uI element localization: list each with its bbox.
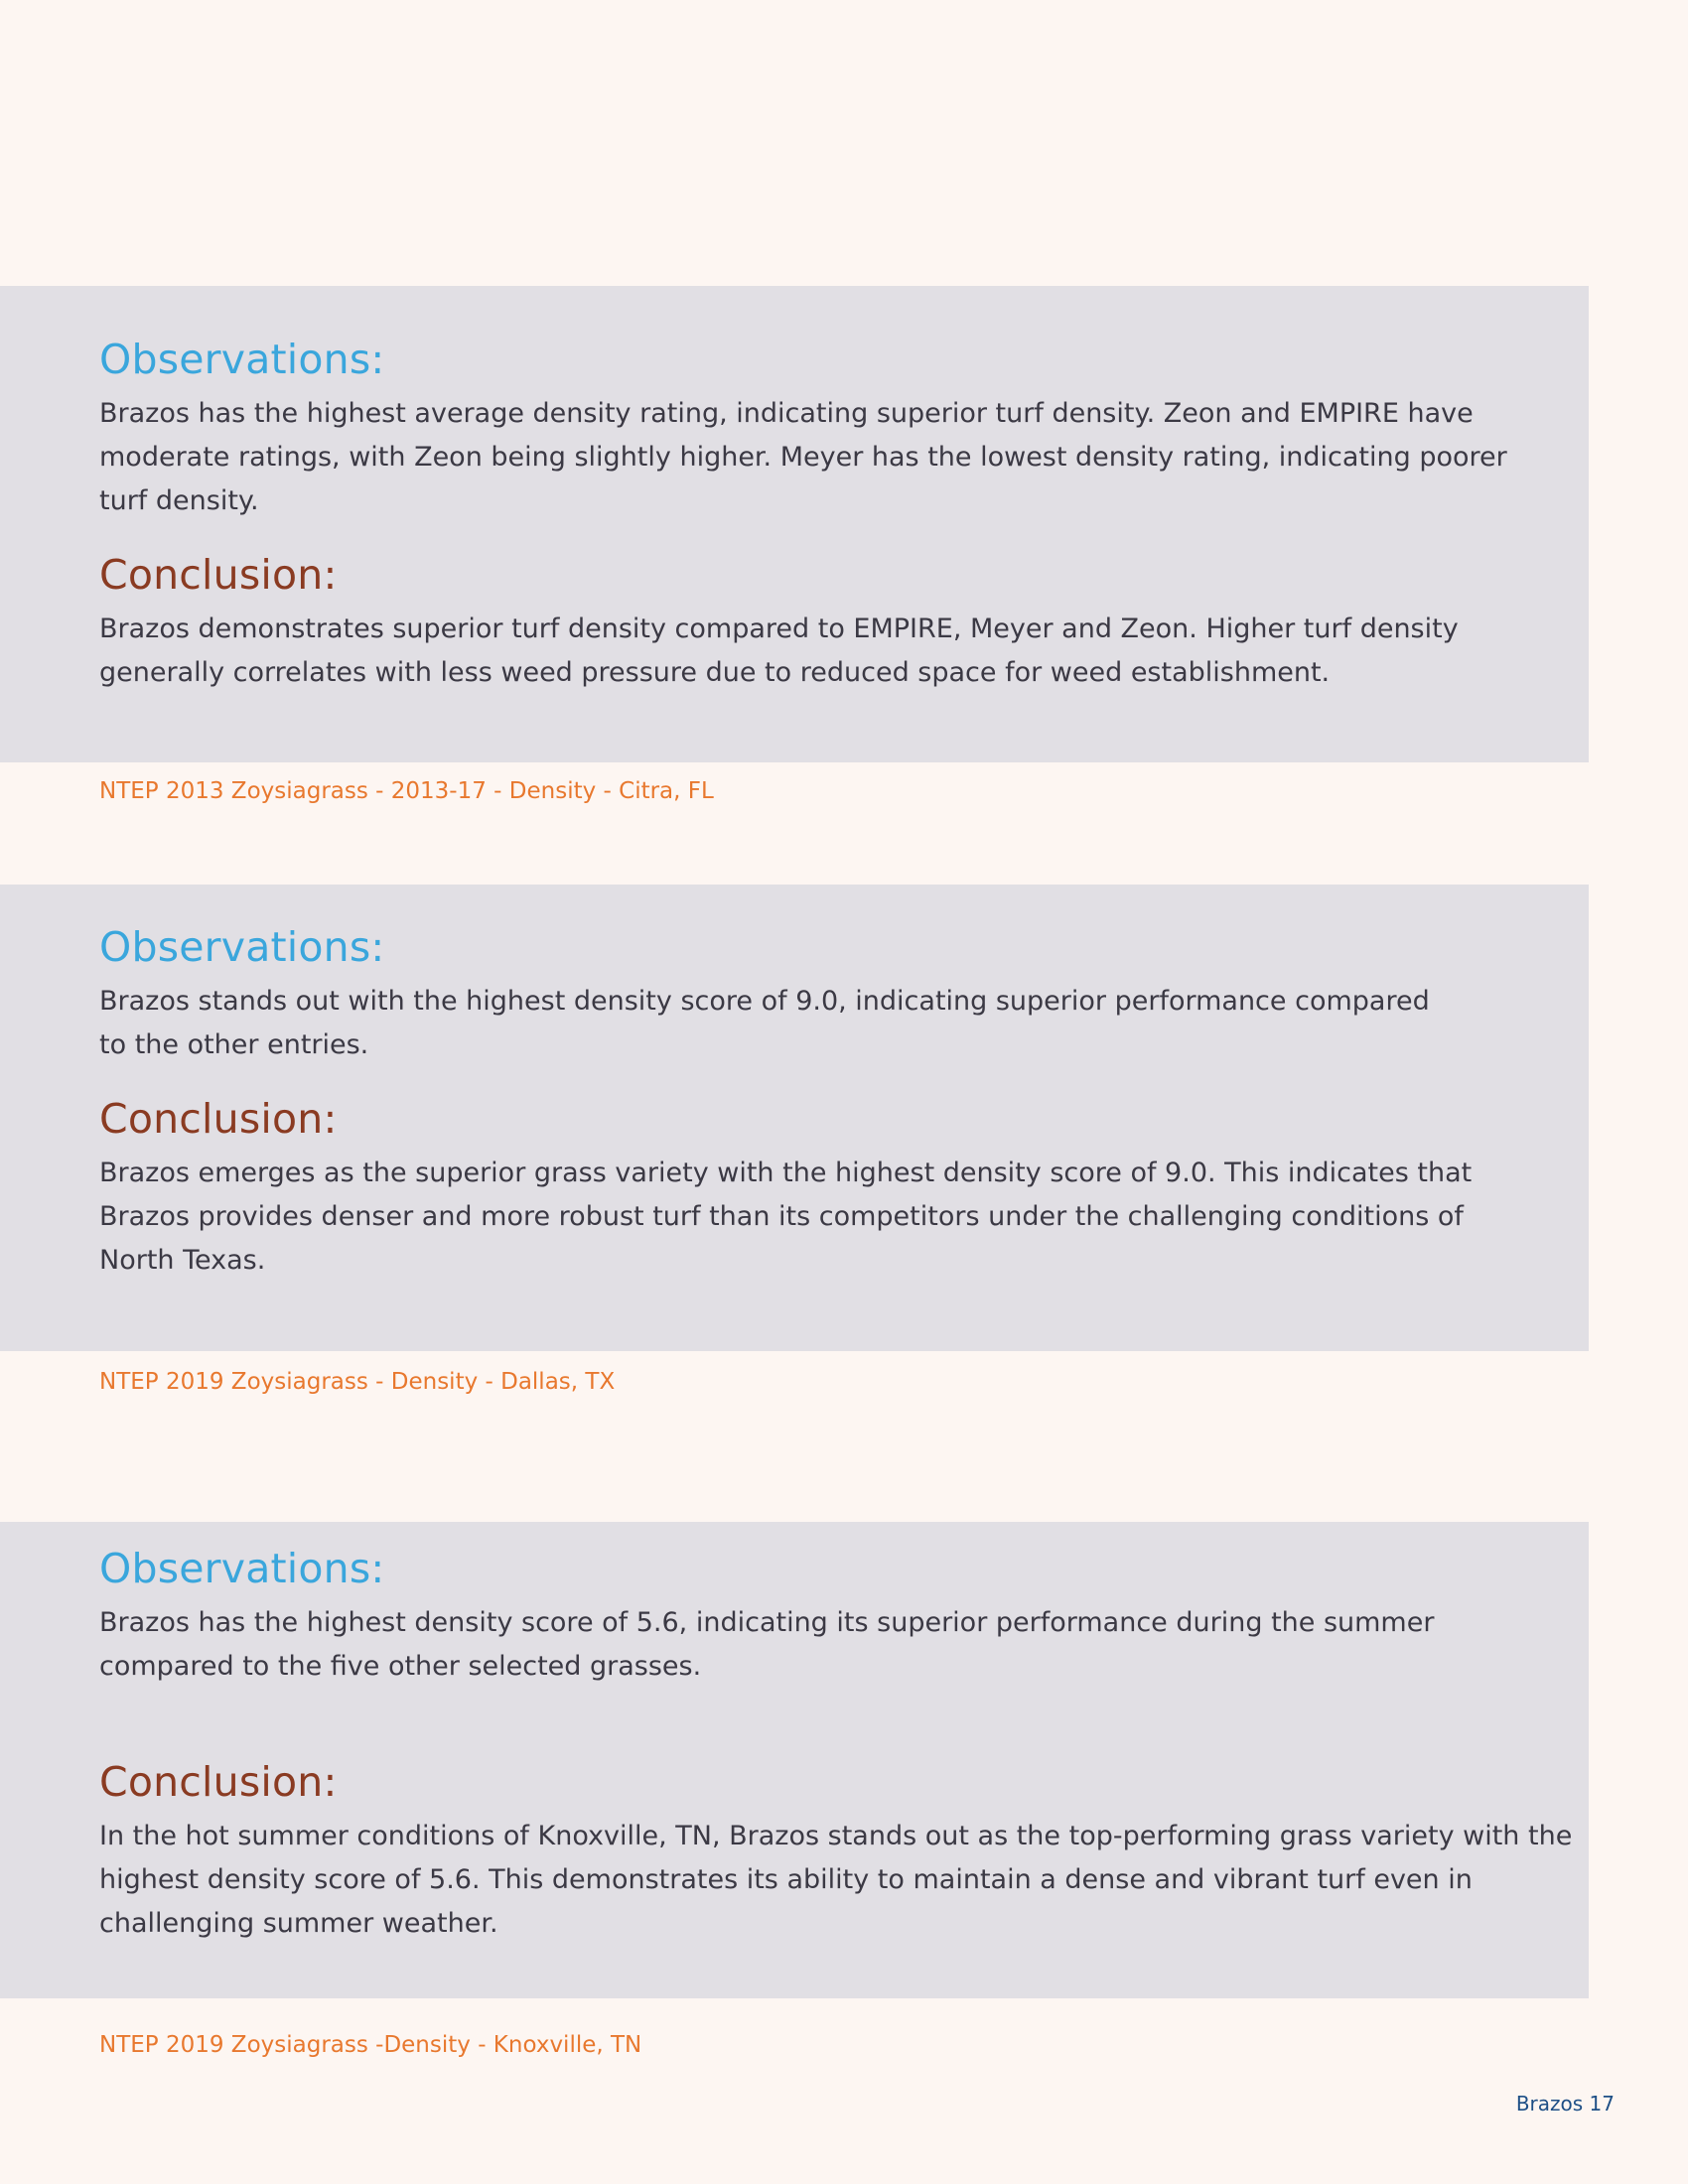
observations-text: Brazos stands out with the highest density score of 9.0, indicating superior performance compared to the other entries. (99, 986, 1430, 1060)
conclusion-text: Brazos demonstrates superior turf density compared to EMPIRE, Meyer and Zeon. Higher turf density generally correlates with less weed pressure due to reduced space for weed establishment. (99, 614, 1459, 688)
observations-heading: Observations: (99, 1545, 385, 1592)
source-citation: NTEP 2019 Zoysiagrass - Density - Dallas, TX (99, 1369, 616, 1395)
source-citation: NTEP 2019 Zoysiagrass -Density - Knoxville, TN (99, 2032, 642, 2058)
observations-text: Brazos has the highest density score of 5.6, indicating its superior performance during the summer compared to the five other selected grasses. (99, 1607, 1435, 1682)
section-panel-dallas (0, 885, 1589, 1351)
observations-heading: Observations: (99, 923, 385, 971)
section-panel-knoxville (0, 1522, 1589, 1998)
conclusion-heading: Conclusion: (99, 1095, 338, 1143)
conclusion-text: Brazos emerges as the superior grass variety with the highest density score of 9.0. This indicates that Brazos provides denser and more robust turf than its competitors under the challenging conditions of North Texas. (99, 1158, 1473, 1276)
source-citation: NTEP 2013 Zoysiagrass - 2013-17 - Density - Citra, FL (99, 778, 714, 804)
conclusion-text: In the hot summer conditions of Knoxville, TN, Brazos stands out as the top-performing grass variety with the highest density score of 5.6. This demonstrates its ability to maintain a dense and vibrant turf even in challenging summer weather. (99, 1821, 1573, 1939)
page-number-label: Brazos 17 (1515, 2092, 1615, 2116)
observations-heading: Observations: (99, 336, 385, 383)
conclusion-heading: Conclusion: (99, 1758, 338, 1806)
section-panel-citra (0, 286, 1589, 762)
observations-text: Brazos has the highest average density rating, indicating superior turf density. Zeon and EMPIRE have moderate ratings, with Zeon being slightly higher. Meyer has the lowest density rating, indicating poorer turf density. (99, 398, 1507, 516)
conclusion-heading: Conclusion: (99, 551, 338, 599)
